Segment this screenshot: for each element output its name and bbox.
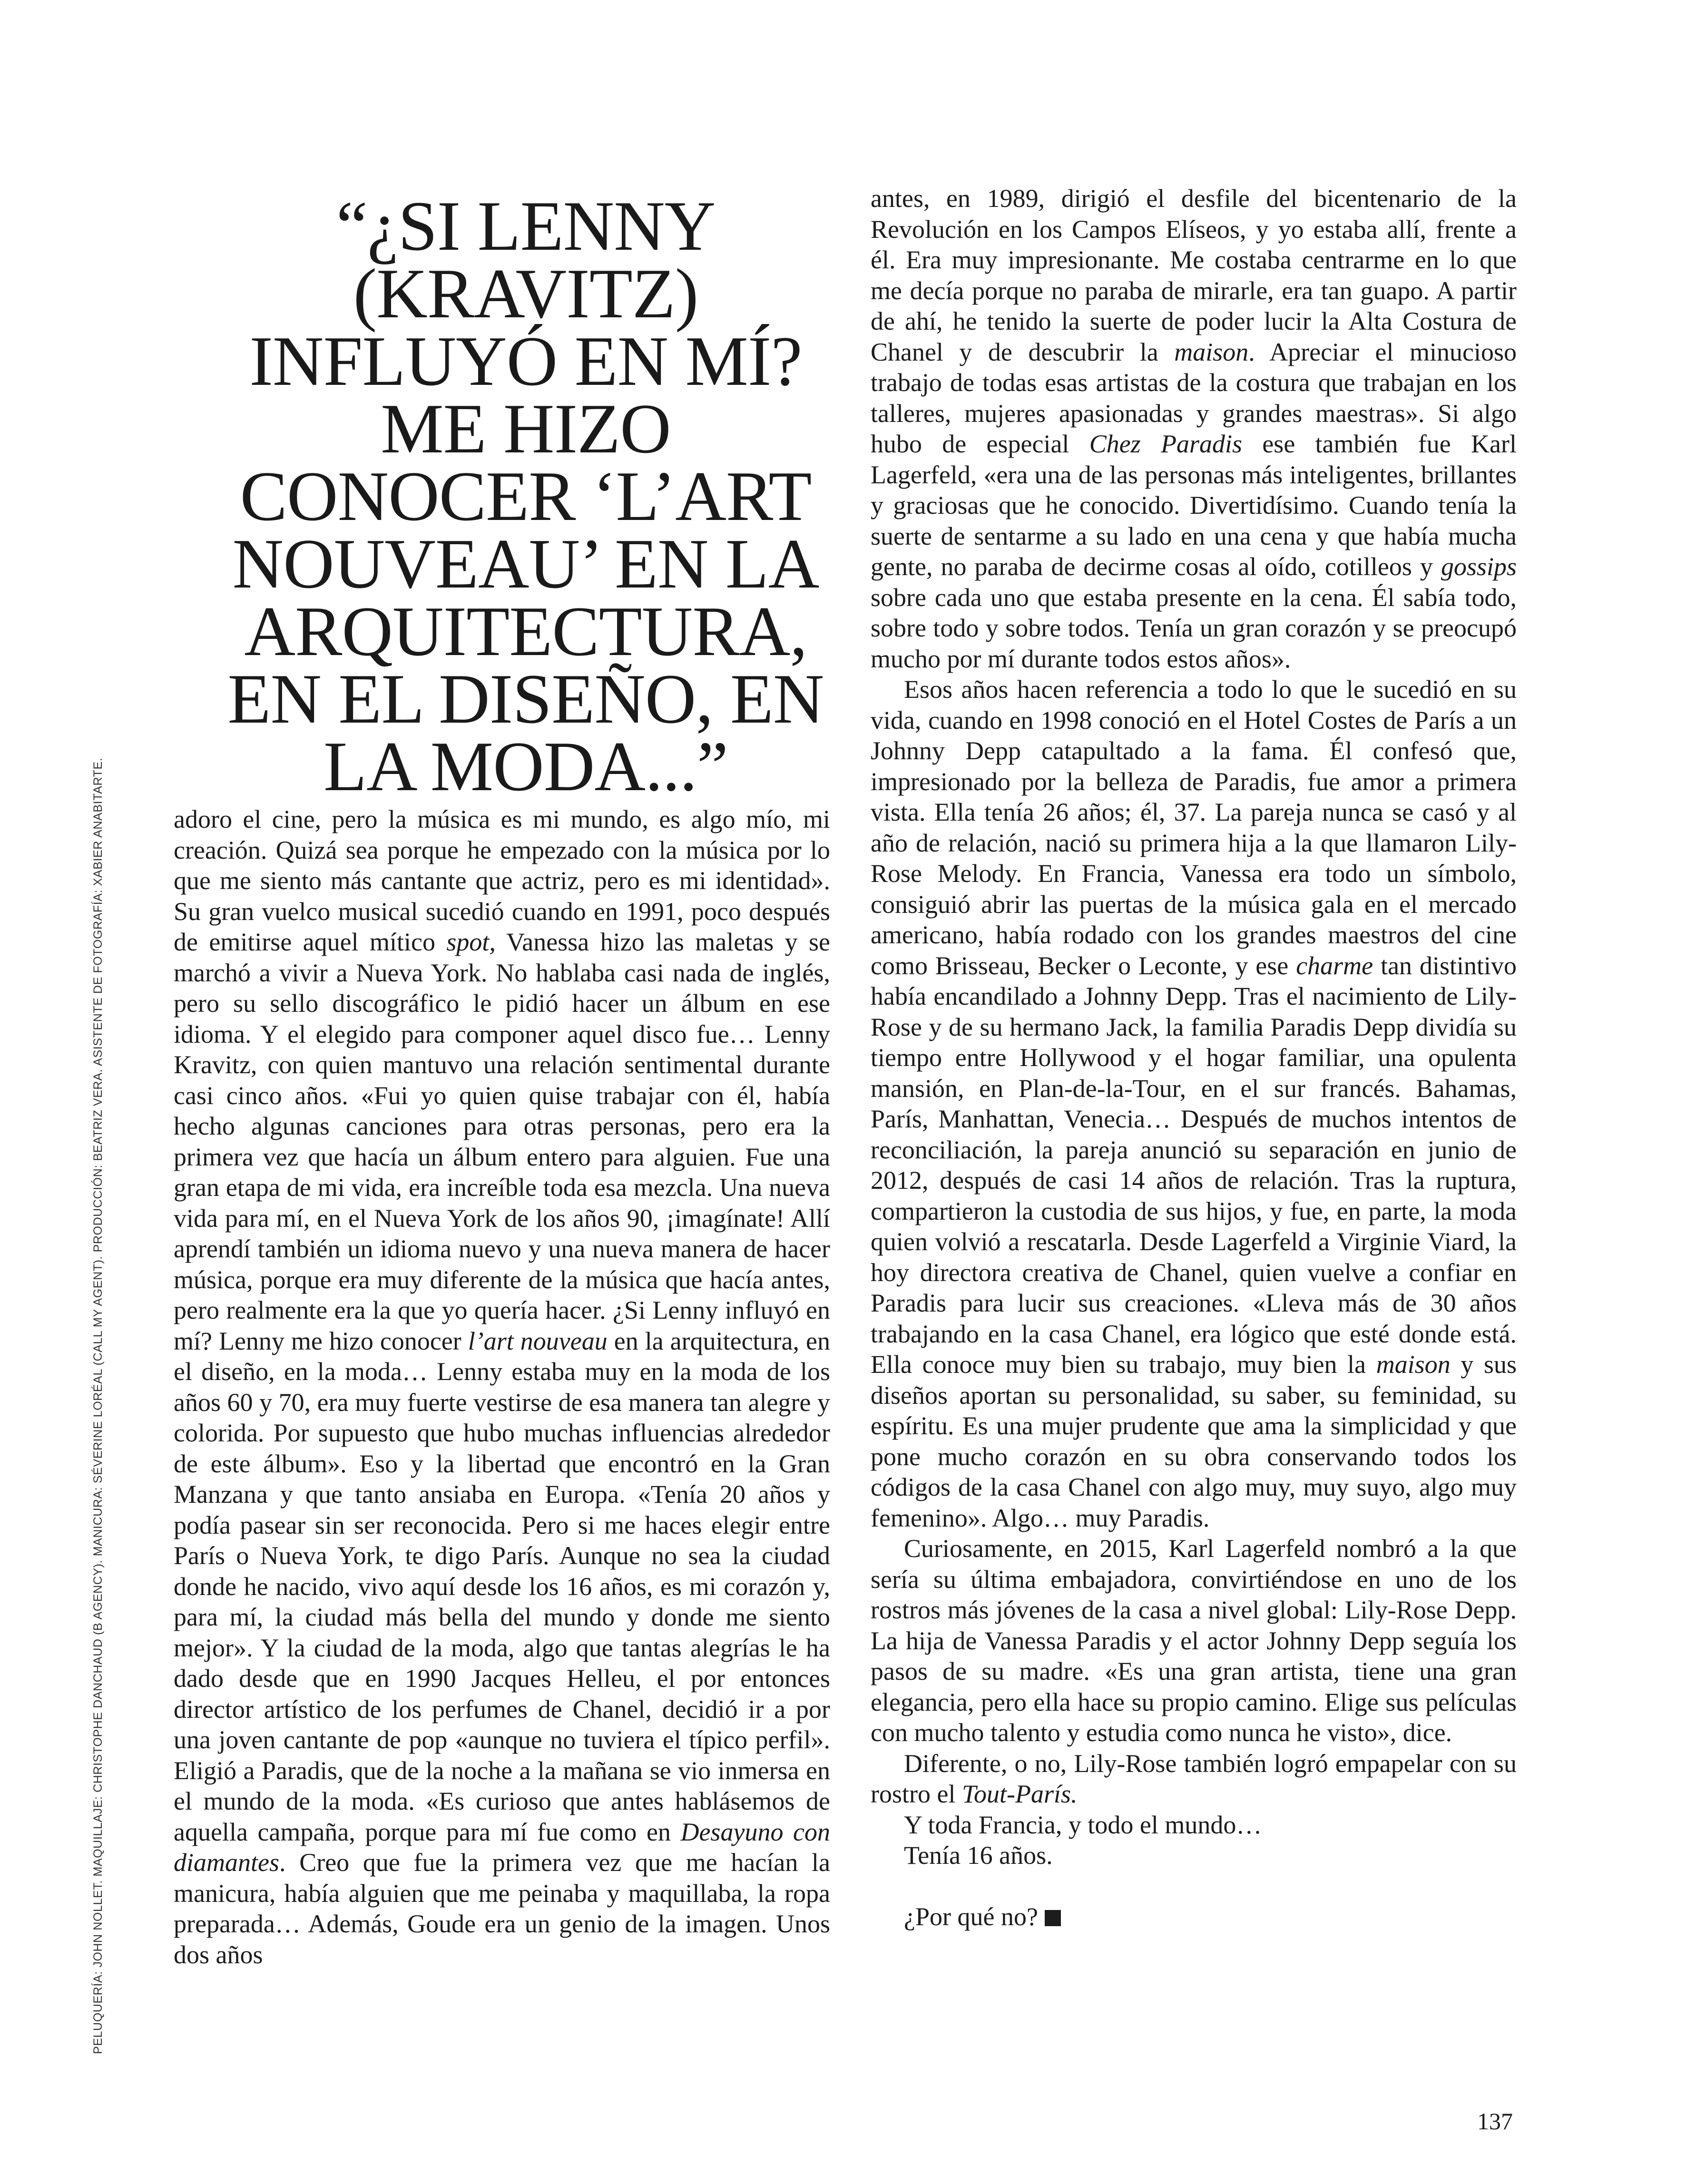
end-of-article-square-icon	[1045, 1910, 1061, 1926]
paragraph: Diferente, o no, Lily-Rose también logró empapelar con su rostro el Tout-París.	[871, 1749, 1517, 1808]
paragraph: Curiosamente, en 2015, Karl Lagerfeld nombró a la que sería su última embajadora, convirtiéndose en uno de los rostros más jóvenes de la casa a nivel global: Lily-Rose Depp. La hija de Vanessa Paradis y el actor Johnny Depp seguía los pasos de su madre. «Es una gran artista, tiene una gran elegancia, pero ella hace su propio camino. Elige sus películas con mucho talento y estudia como nunca he visto», dice.	[871, 1534, 1517, 1747]
closing-line: ¿Por qué no?	[871, 1901, 1517, 1932]
photo-credits: PELUQUERÍA: JOHN NOLLET. MAQUILLAJE: CHRISTOPHE DANCHAUD (B AGENCY). MANICURA: SÉVERINE LORÉAL (CALL MY AGENT). PRODUCCIÓN: BEATRIZ VERA. ASISTENTE DE FOTOGRAFÍA: XABIER ANABITARTE.	[91, 757, 105, 2054]
paragraph: Y toda Francia, y todo el mundo…	[904, 1810, 1262, 1839]
page-number: 137	[1477, 2108, 1513, 2135]
paragraph: adoro el cine, pero la música es mi mundo, es algo mío, mi creación. Quizá sea porque he empezado con la música por lo que me siento más cantante que actriz, pero es mi identidad». Su gran vuelco musical sucedió cuando en 1991, poco después de emitirse aquel mítico spot, Vanessa hizo las maletas y se marchó a vivir a Nueva York. No hablaba casi nada de inglés, pero su sello discográfico le pidió hacer un álbum en ese idioma. Y el elegido para componer aquel disco fue… Lenny Kravitz, con quien mantuvo una relación sentimental durante casi cinco años. «Fui yo quien quise trabajar con él, había hecho algunas canciones para otras personas, pero era la primera vez que hacía un álbum entero para alguien. Fue una gran etapa de mi vida, era increíble toda esa mezcla. Una nueva vida para mí, en el Nueva York de los años 90, ¡imagínate! Allí aprendí también un idioma nuevo y una nueva manera de hacer música, porque era muy diferente de la música que hacía antes, pero realmente era la que yo quería hacer. ¿Si Lenny influyó en mí? Lenny me hizo conocer l’art nouveau en la arquitectura, en el diseño, en la moda… Lenny estaba muy en la moda de los años 60 y 70, era muy fuerte vestirse de esa manera tan alegre y colorida. Por supuesto que hubo muchas influencias alrededor de este álbum». Eso y la libertad que encontró en la Gran Manzana y que tanto ansiaba en Europa. «Tenía 20 años y podía pasear sin ser reconocida. Pero si me haces elegir entre París o Nueva York, te digo París. Aunque no sea la ciudad donde he nacido, vivo aquí desde los 16 años, es mi corazón y, para mí, la ciudad más bella del mundo y donde me siento mejor». Y la ciudad de la moda, algo que tantas alegrías le ha dado desde que en 1990 Jacques Helleu, el por entonces director artístico de los perfumes de Chanel, decidió ir a por una joven cantante de pop «aunque no tuviera el típico perfil». Eligió a Paradis, que de la noche a la mañana se vio inmersa en el mundo de la moda. «Es curioso que antes hablásemos de aquella campaña, porque para mí fue como en Desayuno con diamantes. Creo que fue la primera vez que me hacían la manicura, había alguien que me peinaba y maquillaba, la ropa preparada… Además, Goude era un genio de la imagen. Unos dos años	[174, 805, 831, 1969]
article-column-left	[174, 804, 830, 1970]
article-column-right	[871, 183, 1517, 1932]
paragraph: antes, en 1989, dirigió el desfile del bicentenario de la Revolución en los Campos Elíseos, y yo estaba allí, frente a él. Era muy impresionante. Me costaba centrarme en lo que me decía porque no paraba de mirarle, era tan guapo. A partir de ahí, he tenido la suerte de poder lucir la Alta Costura de Chanel y de descubrir la maison. Apreciar el minucioso trabajo de todas esas artistas de la costura que trabajan en los talleres, mujeres apasionadas y grandes maestras». Si algo hubo de especial Chez Paradis ese también fue Karl Lagerfeld, «era una de las personas más inteligentes, brillantes y graciosas que he conocido. Divertidísimo. Cuando tenía la suerte de sentarme a su lado en una cena y que había mucha gente, no paraba de decirme cosas al oído, cotilleos y gossips sobre cada uno que estaba presente en la cena. Él sabía todo, sobre todo y sobre todos. Tenía un gran corazón y se preocupó mucho por mí durante todos estos años».	[871, 184, 1517, 673]
pull-quote: “¿SI LENNY (KRAVITZ) INFLUYÓ EN MÍ? ME HIZO CONOCER ‘L’ART NOUVEAU’ EN LA ARQUITECTURA, EN EL DISEÑO, EN LA MODA...”	[227, 187, 824, 806]
paragraph: Tenía 16 años.	[904, 1841, 1053, 1870]
paragraph: Esos años hacen referencia a todo lo que le sucedió en su vida, cuando en 1998 conoció en el Hotel Costes de París a un Johnny Depp catapultado a la fama. Él confesó que, impresionado por la belleza de Paradis, fue amor a primera vista. Ella tenía 26 años; él, 37. La pareja nunca se casó y al año de relación, nació su primera hija a la que llamaron Lily-Rose Melody. En Francia, Vanessa era todo un símbolo, consiguió abrir las puertas de la música gala en el mercado americano, había rodado con los grandes maestros del cine como Brisseau, Becker o Leconte, y ese charme tan distintivo había encandilado a Johnny Depp. Tras el nacimiento de Lily-Rose y de su hermano Jack, la familia Paradis Depp dividía su tiempo entre Hollywood y el hogar familiar, una opulenta mansión, en Plan-de-la-Tour, en el sur francés. Bahamas, París, Manhattan, Venecia… Después de muchos intentos de reconciliación, la pareja anunció su separación en junio de 2012, después de casi 14 años de relación. Tras la ruptura, compartieron la custodia de sus hijos, y fue, en parte, la moda quien volvió a rescatarla. Desde Lagerfeld a Virginie Viard, la hoy directora creativa de Chanel, quien vuelve a confiar en Paradis para lucir sus creaciones. «Lleva más de 30 años trabajando en la casa Chanel, era lógico que esté donde está. Ella conoce muy bien su trabajo, muy bien la maison y sus diseños aportan su personalidad, su saber, su feminidad, su espíritu. Es una mujer prudente que ama la simplicidad y que pone mucho corazón en su obra conservando todos los códigos de la casa Chanel con algo muy, muy suyo, algo muy femenino». Algo… muy Paradis.	[871, 675, 1517, 1532]
